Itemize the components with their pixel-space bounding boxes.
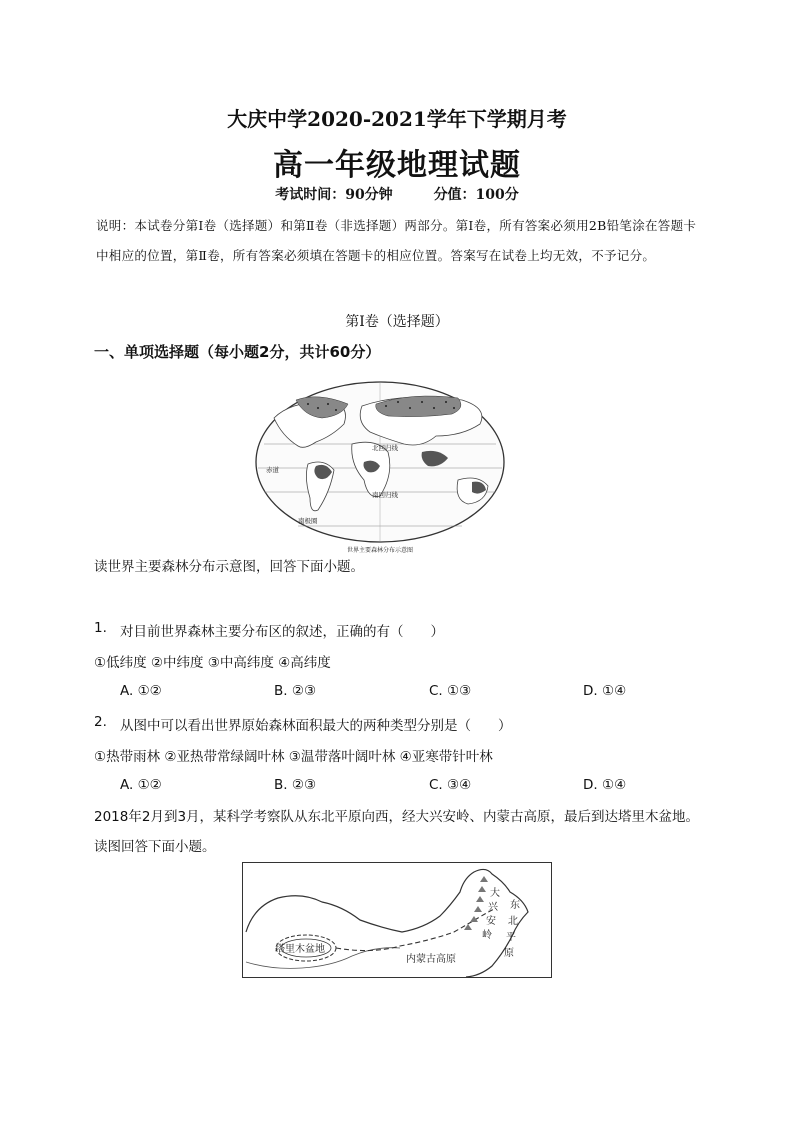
label-daxinganling-4: 岭 (482, 930, 492, 941)
q2-option-d[interactable]: D. ①④ (583, 777, 627, 793)
q1-number: 1. (94, 620, 107, 636)
expedition-route-map (242, 862, 552, 978)
label-tropic-north: 北回归线 (372, 444, 398, 452)
world-forest-map (252, 378, 508, 556)
q2-items: ①热带雨林 ②亚热带常绿阔叶林 ③温带落叶阔叶林 ④亚寒带针叶林 (94, 749, 493, 765)
label-antarctic: 南极圈 (298, 517, 318, 525)
exam-time: 考试时间：90分钟 (275, 187, 393, 203)
exam-title: 高一年级地理试题 (273, 148, 521, 183)
exam-score: 分值：100分 (433, 187, 519, 203)
section-title: 一、单项选择题（每小题2分，共计60分） (94, 343, 381, 361)
label-northeast-plain-1: 东 (510, 900, 520, 911)
label-tropic-south: 南回归线 (372, 491, 398, 499)
label-northeast-plain-4: 原 (504, 948, 514, 959)
q1-stem: 对目前世界森林主要分布区的叙述，正确的有（ ） (120, 624, 444, 640)
q2-number: 2. (94, 714, 107, 730)
q2-option-c[interactable]: C. ③④ (429, 777, 472, 793)
q1-option-b[interactable]: B. ②③ (274, 683, 317, 699)
instructions: 说明：本试卷分第Ⅰ卷（选择题）和第Ⅱ卷（非选择题）两部分。第Ⅰ卷，所有答案必须用2B铅笔涂在答题卡中相应的位置，第Ⅱ卷，所有答案必须填在答题卡的相应位置。答案写在试卷上均无效，不予记分。 (96, 218, 697, 263)
label-daxinganling-1: 大 (490, 888, 500, 899)
prompt-1: 读世界主要森林分布示意图，回答下面小题。 (94, 559, 364, 575)
q1-option-a[interactable]: A. ①② (120, 683, 162, 699)
label-daxinganling-2: 兴 (488, 902, 498, 913)
label-northeast-plain-3: 平 (506, 932, 516, 943)
map1-caption: 世界主要森林分布示意图 (346, 547, 414, 554)
label-inner-mongolia: 内蒙古高原 (406, 954, 456, 965)
q1-items: ①低纬度 ②中纬度 ③中高纬度 ④高纬度 (94, 655, 331, 671)
prompt-2: 2018年2月到3月，某科学考察队从东北平原向西，经大兴安岭、内蒙古高原，最后到达塔里木盆地。读图回答下面小题。 (94, 809, 700, 855)
label-equator: 赤道 (266, 466, 279, 474)
q2-option-b[interactable]: B. ②③ (274, 777, 317, 793)
label-northeast-plain-2: 北 (508, 916, 518, 927)
label-tarim-basin: 塔里木盆地 (275, 944, 325, 955)
q2-stem: 从图中可以看出世界原始森林面积最大的两种类型分别是（ ） (120, 718, 512, 734)
exam-meta (0, 184, 794, 204)
part-title: 第Ⅰ卷（选择题） (345, 314, 449, 330)
q1-option-c[interactable]: C. ①③ (429, 683, 472, 699)
label-daxinganling-3: 安 (486, 916, 496, 927)
q1-option-d[interactable]: D. ①④ (583, 683, 627, 699)
school-exam-line: 大庆中学2020-2021学年下学期月考 (227, 107, 567, 131)
map2-frame (243, 863, 552, 978)
q2-option-a[interactable]: A. ①② (120, 777, 162, 793)
